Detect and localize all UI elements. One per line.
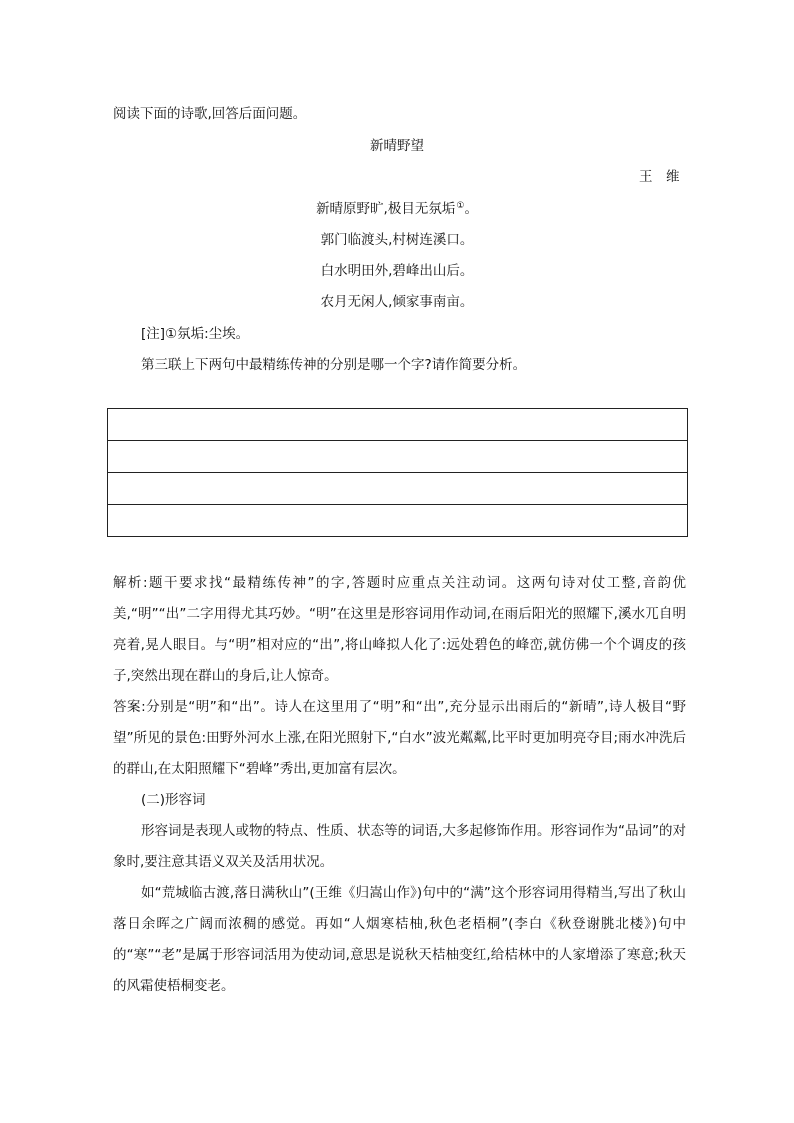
poem-line-2: 郭门临渡头,村树连溪口。: [320, 232, 474, 248]
poem-line-1-end: 。: [464, 201, 478, 217]
poem-author: 王 维: [639, 169, 680, 185]
question-text: 第三联上下两句中最精练传神的分别是哪一个字?请作简要分析。: [141, 357, 527, 373]
analysis-paragraph: 解析:题干要求找“最精练传神”的字,答题时应重点关注动词。这两句诗对仗工整,音韵优美,“明”“出”二字用得尤其巧妙。“明”在这里是形容词用作动词,在雨后阳光的照耀下,溪水兀自明亮着,晃人眼目。与“明”相对应的“出”,将山峰拟人化了:远处碧色的峰峦,就仿佛一个个调皮的孩子,突然出现在群山的身后,让人惊奇。: [113, 575, 686, 684]
section-heading: (二)形容词: [141, 792, 206, 808]
adjective-example-paragraph: 如“荒城临古渡,落日满秋山”(王维《归嵩山作》)句中的“满”这个形容词用得精当,写出了秋山落日余晖之广阔而浓稠的感觉。再如“人烟寒桔柚,秋色老梧桐”(李白《秋登谢朓北楼》)句中的“寒”“老”是属于形容词活用为使动词,意思是说秋天桔柚变红,给桔林中的人家增添了寒意;秋天的风霜使梧桐变老。: [113, 885, 686, 994]
answer-box[interactable]: [107, 408, 688, 537]
poem-footnote: [注]①氛垢:尘埃。: [141, 326, 250, 342]
answer-paragraph: 答案:分别是“明”和“出”。诗人在这里用了“明”和“出”,充分显示出雨后的“新晴”,诗人极目“野望”所见的景色:田野外河水上涨,在阳光照射下,“白水”波光粼粼,比平时更加明亮夺目;雨水冲洗后的群山,在太阳照耀下“碧峰”秀出,更加富有层次。: [113, 699, 686, 777]
poem-title: 新晴野望: [370, 138, 424, 154]
adjective-intro-paragraph: 形容词是表现人或物的特点、性质、状态等的词语,大多起修饰作用。形容词作为“品词”的对象时,要注意其语义双关及活用状况。: [113, 823, 686, 870]
answer-line-3[interactable]: [108, 473, 687, 505]
poem-line-1-text: 新晴原野旷,极目无氛垢: [316, 201, 456, 217]
poem-line-1: [0, 197, 794, 217]
poem-line-4: 农月无闲人,倾家事南亩。: [320, 294, 474, 310]
explanation-block: [113, 568, 686, 1002]
poem-line-3: 白水明田外,碧峰出山后。: [320, 263, 474, 279]
answer-line-1[interactable]: [108, 409, 687, 441]
answer-line-2[interactable]: [108, 441, 687, 473]
answer-line-4[interactable]: [108, 505, 687, 537]
footnote-marker: ①: [456, 201, 465, 211]
intro-text: 阅读下面的诗歌,回答后面问题。: [113, 106, 307, 122]
